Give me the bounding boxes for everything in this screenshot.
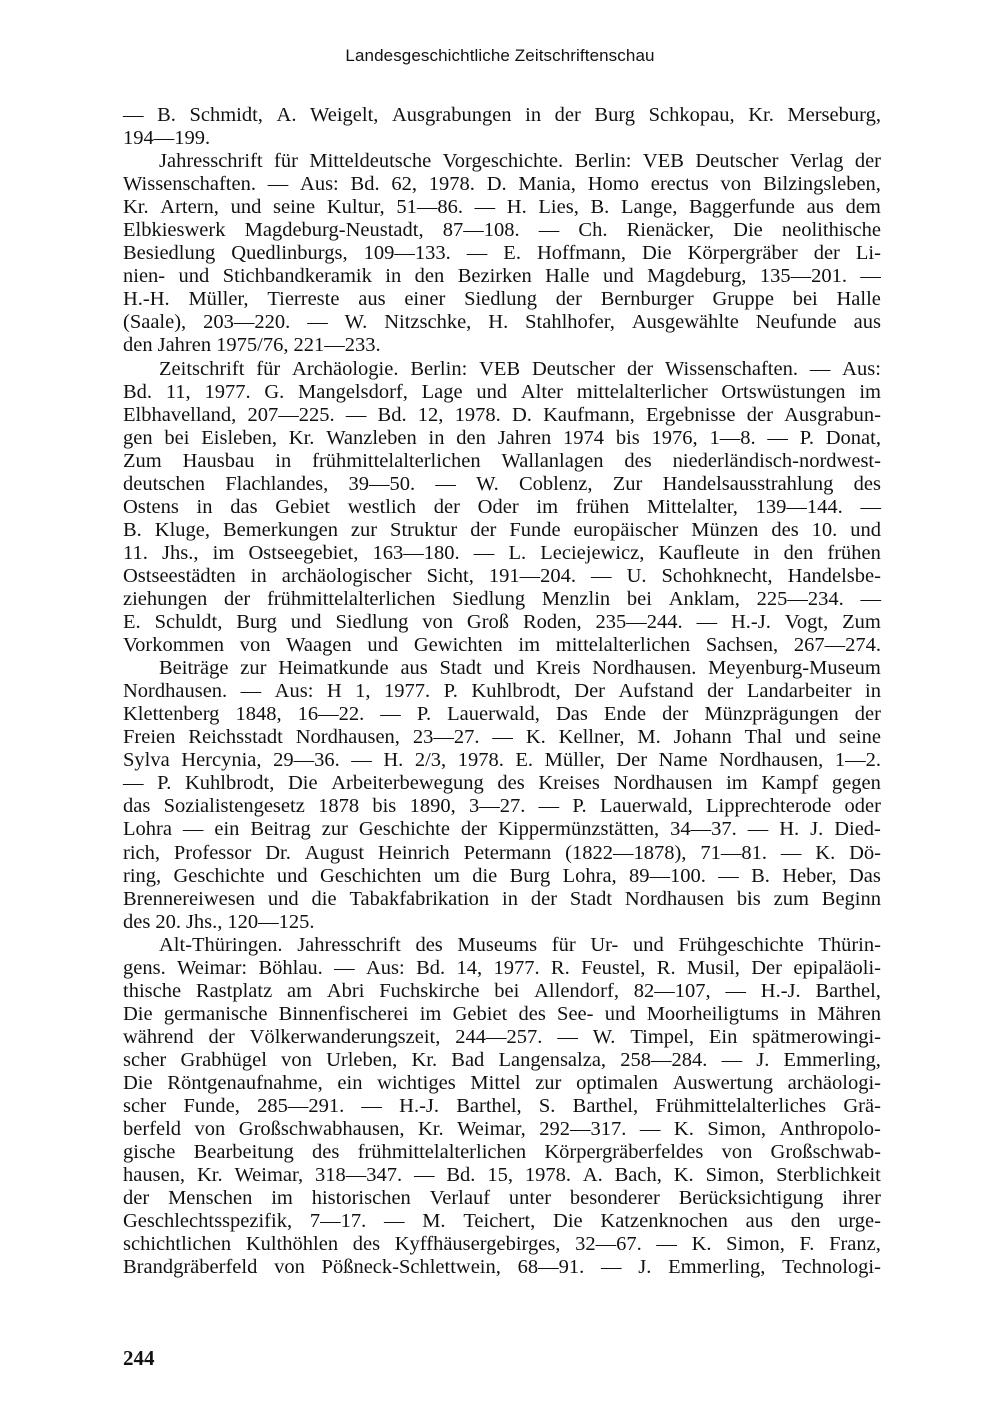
text-line: Sylva Hercynia, 29—36. — H. 2/3, 1978. E. Müller, Der Name Nordhausen, 1—2. bbox=[123, 749, 881, 772]
text-line: deutschen Flachlandes, 39—50. — W. Coblenz, Zur Handelsausstrahlung des bbox=[123, 472, 881, 495]
text-line: Die germanische Binnenfischerei im Gebiet des See- und Moorheiligtums in Mähren bbox=[123, 1002, 881, 1025]
text-line: des 20. Jhs., 120—125. bbox=[123, 910, 315, 933]
text-line: Ostseestädten in archäologischer Sicht, 191—204. — U. Schohknecht, Handelsbe- bbox=[123, 564, 881, 587]
text-line: den Jahren 1975/76, 221—233. bbox=[123, 334, 381, 357]
text-line: Besiedlung Quedlinburgs, 109—133. — E. Hoffmann, Die Körpergräber der Li- bbox=[123, 242, 881, 265]
text-line: Wissenschaften. — Aus: Bd. 62, 1978. D. Mania, Homo erectus von Bilzingsleben, bbox=[123, 173, 881, 196]
text-line: das Sozialistengesetz 1878 bis 1890, 3—27. — P. Lauerwald, Lipprechterode oder bbox=[123, 795, 881, 818]
text-line: Geschlechtsspezifik, 7—17. — M. Teichert, Die Katzenknochen aus den urge- bbox=[123, 1210, 881, 1233]
text-line: Vorkommen von Waagen und Gewichten im mittelalterlichen Sachsen, 267—274. bbox=[123, 634, 881, 657]
text-line: gens. Weimar: Böhlau. — Aus: Bd. 14, 1977. R. Feustel, R. Musil, Der epipaläoli- bbox=[123, 956, 881, 979]
text-line: — P. Kuhlbrodt, Die Arbeiterbewegung des Kreises Nordhausen im Kampf gegen bbox=[123, 772, 881, 795]
text-line: Brennereiwesen und die Tabakfabrikation in der Stadt Nordhausen bis zum Beginn bbox=[123, 887, 881, 910]
text-line: Klettenberg 1848, 16—22. — P. Lauerwald, Das Ende der Münzprägungen der bbox=[123, 703, 881, 726]
bibliography-text bbox=[123, 104, 881, 1279]
text-line: scher Funde, 285—291. — H.-J. Barthel, S. Barthel, Frühmittelalterliches Grä- bbox=[123, 1095, 881, 1118]
text-line: 11. Jhs., im Ostseegebiet, 163—180. — L. Leciejewicz, Kaufleute in den frühen bbox=[123, 541, 881, 564]
text-line: Die Röntgenaufnahme, ein wichtiges Mittel zur optimalen Auswertung archäologi- bbox=[123, 1071, 881, 1094]
text-line: während der Völkerwanderungszeit, 244—257. — W. Timpel, Ein spätmerowingi- bbox=[123, 1025, 881, 1048]
text-line: Freien Reichsstadt Nordhausen, 23—27. — K. Kellner, M. Johann Thal und seine bbox=[123, 726, 881, 749]
running-head: Landesgeschichtliche Zeitschriftenschau bbox=[345, 46, 655, 65]
text-line: Alt-Thüringen. Jahresschrift des Museums für Ur- und Frühgeschichte Thürin- bbox=[159, 933, 881, 956]
text-line: H.-H. Müller, Tierreste aus einer Siedlung der Bernburger Gruppe bei Halle bbox=[123, 288, 881, 311]
text-line: thische Rastplatz am Abri Fuchskirche bei Allendorf, 82—107, — H.-J. Barthel, bbox=[123, 979, 881, 1002]
text-line: schichtlichen Kulthöhlen des Kyffhäusergebirges, 32—67. — K. Simon, F. Franz, bbox=[123, 1233, 881, 1256]
text-line: hausen, Kr. Weimar, 318—347. — Bd. 15, 1978. A. Bach, K. Simon, Sterblichkeit bbox=[123, 1164, 881, 1187]
text-line: (Saale), 203—220. — W. Nitzschke, H. Stahlhofer, Ausgewählte Neufunde aus bbox=[123, 311, 881, 334]
text-line: Beiträge zur Heimatkunde aus Stadt und Kreis Nordhausen. Meyenburg-Museum bbox=[159, 657, 881, 680]
text-line: Ostens in das Gebiet westlich der Oder im frühen Mittelalter, 139—144. — bbox=[123, 495, 881, 518]
text-line: E. Schuldt, Burg und Siedlung von Groß Roden, 235—244. — H.-J. Vogt, Zum bbox=[123, 611, 881, 634]
text-line: gische Bearbeitung des frühmittelalterlichen Körpergräberfeldes von Großschwab- bbox=[123, 1141, 881, 1164]
text-line: ring, Geschichte und Geschichten um die Burg Lohra, 89—100. — B. Heber, Das bbox=[123, 864, 881, 887]
text-line: Zeitschrift für Archäologie. Berlin: VEB Deutscher der Wissenschaften. — Aus: bbox=[159, 357, 881, 380]
text-line: — B. Schmidt, A. Weigelt, Ausgrabungen in der Burg Schkopau, Kr. Merseburg, bbox=[123, 104, 881, 126]
text-line: der Menschen im historischen Verlauf unter besonderer Berücksichtigung ihrer bbox=[123, 1187, 881, 1210]
text-line: Zum Hausbau in frühmittelalterlichen Wallanlagen des niederländisch-nordwest- bbox=[123, 449, 881, 472]
text-line: nien- und Stichbandkeramik in den Bezirken Halle und Magdeburg, 135—201. — bbox=[123, 265, 881, 288]
text-line: scher Grabhügel von Urleben, Kr. Bad Langensalza, 258—284. — J. Emmerling, bbox=[123, 1048, 881, 1071]
text-line: Jahresschrift für Mitteldeutsche Vorgeschichte. Berlin: VEB Deutscher Verlag der bbox=[159, 150, 881, 173]
text-line: gen bei Eisleben, Kr. Wanzleben in den Jahren 1974 bis 1976, 1—8. — P. Donat, bbox=[123, 426, 881, 449]
text-line: Elbhavelland, 207—225. — Bd. 12, 1978. D. Kaufmann, Ergebnisse der Ausgrabun- bbox=[123, 403, 881, 426]
text-line: berfeld von Großschwabhausen, Kr. Weimar, 292—317. — K. Simon, Anthropolo- bbox=[123, 1118, 881, 1141]
text-line: 194—199. bbox=[123, 127, 211, 150]
text-line: B. Kluge, Bemerkungen zur Struktur der Funde europäischer Münzen des 10. und bbox=[123, 518, 881, 541]
text-line: ziehungen der frühmittelalterlichen Siedlung Menzlin bei Anklam, 225—234. — bbox=[123, 587, 881, 610]
text-line: Lohra — ein Beitrag zur Geschichte der Kippermünzstätten, 34—37. — H. J. Died- bbox=[123, 818, 881, 841]
page-number: 244 bbox=[123, 1346, 155, 1370]
text-line: Brandgräberfeld von Pößneck-Schlettwein, 68—91. — J. Emmerling, Technologi- bbox=[123, 1256, 881, 1279]
text-line: Kr. Artern, und seine Kultur, 51—86. — H. Lies, B. Lange, Baggerfunde aus dem bbox=[123, 196, 881, 219]
text-line: Nordhausen. — Aus: H 1, 1977. P. Kuhlbrodt, Der Aufstand der Landarbeiter in bbox=[123, 680, 881, 703]
text-line: Bd. 11, 1977. G. Mangelsdorf, Lage und Alter mittelalterlicher Ortswüstungen im bbox=[123, 380, 881, 403]
text-line: Elbkieswerk Magdeburg-Neustadt, 87—108. — Ch. Rienäcker, Die neolithische bbox=[123, 219, 881, 242]
text-line: rich, Professor Dr. August Heinrich Petermann (1822—1878), 71—81. — K. Dö- bbox=[123, 841, 881, 864]
